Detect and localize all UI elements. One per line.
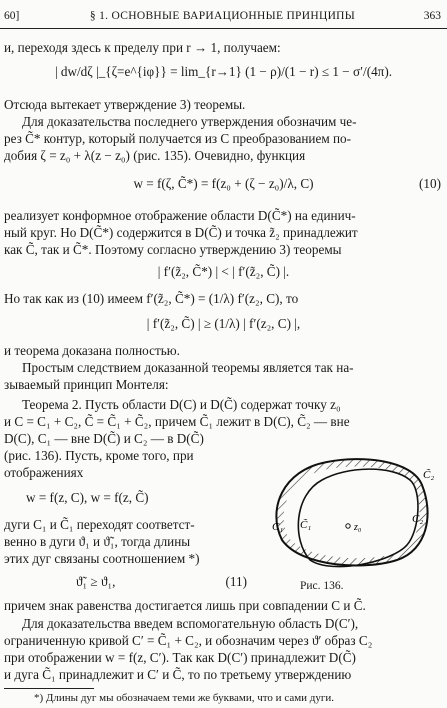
header-left: 60] <box>4 10 20 22</box>
header-rule <box>0 28 447 29</box>
page-number: 363 <box>423 10 441 22</box>
text-line: ный круг. Но D(C̃*) содержится в D(C̃) и точка z̃₂ принадлежит <box>4 225 358 240</box>
equation: | f′(z̃₂, C̃*) | < | f′(z̃₂, C̃) |. <box>157 264 290 279</box>
equation: w = f(ζ, C̃*) = f(z₀ + (ζ − z₀)/λ, C) <box>133 176 314 191</box>
theorem-line: этих дуг связаны соотношением *) <box>4 551 200 566</box>
text-line: рез C̃* контур, который получается из C преобразованием по- <box>4 131 352 146</box>
theorem-line: и C = C₁ + C₂, C̃ = C̃₁ + C̃₂, причем C̃₁ лежит в D(C), C̃₂ — вне <box>4 414 350 429</box>
figure-caption: Рис. 136. <box>300 580 344 592</box>
text-line: Для доказательства последнего утверждения обозначим че- <box>22 114 357 129</box>
theorem-line: Теорема 2. Пусть области D(C) и D(C̃) содержат точку z₀ <box>22 397 341 412</box>
text-line: как C̃, так и C̃*. Поэтому согласно утверждению 3) теоремы <box>4 242 342 257</box>
text-line: при отображении w = f(z, C′). Так как D(C′) принадлежит D(C̃) <box>4 650 356 665</box>
theorem-line: венно в дуги ϑ₁ и ϑ̃₁, тогда длины <box>4 534 191 549</box>
equation: | dw/dζ |_{ζ=e^{iφ}} = lim_{r→1} (1 − ρ)/(1 − r) ≤ 1 − σ′/(4π). <box>54 64 393 79</box>
text-line: и, переходя здесь к пределу при r → 1, получаем: <box>4 40 281 55</box>
equation-number: (11) <box>225 574 247 589</box>
footnote: *) Длины дуг мы обозначаем теми же буквами, что и сами дуги. <box>34 692 335 704</box>
label-c2-tilde: C̃₂ <box>423 469 435 481</box>
equation-number: (10) <box>419 176 441 191</box>
text-line: ограниченную кривой C′ = C̃₁ + C₂, и обозначим через ϑ′ образ C₂ <box>4 633 373 648</box>
equation: ϑ̃₁ ≥ ϑ₁, <box>76 574 116 589</box>
theorem-line: отображениях <box>4 465 84 480</box>
text-line: реализует конформное отображение области D(C̃*) на единич- <box>4 208 356 223</box>
text-line: и теорема доказана полностью. <box>4 343 180 358</box>
curve-c-inner <box>284 466 420 558</box>
figure-136 <box>262 440 440 580</box>
theorem-line: дуги C₁ и C̃₁ переходят соответст- <box>4 517 195 532</box>
label-c2: C₂ <box>412 513 424 525</box>
text-line: добия ζ = z₀ + λ(z − z₀) (рис. 135). Очевидно, функция <box>4 148 306 163</box>
footnote-rule <box>4 688 94 689</box>
text-line: Но так как из (10) имеем f′(z̃₂, C̃*) = (1/λ) f′(z₂, C), то <box>4 291 299 306</box>
theorem-line: (рис. 136). Пусть, кроме того, при <box>4 448 194 463</box>
header-title: § 1. ОСНОВНЫЕ ВАРИАЦИОННЫЕ ПРИНЦИПЫ <box>89 10 356 22</box>
label-c1: C₁ <box>272 521 284 533</box>
theorem-line: D(C), C₁ — вне D(C̃) и C₂ — в D(C̃) <box>4 431 204 446</box>
equation: w = f(z, C), w = f(z, C̃) <box>26 490 149 505</box>
running-header <box>4 10 441 24</box>
label-c1-tilde: C̃₁ <box>300 519 312 531</box>
theorem-line: причем знак равенства достигается лишь при совпадении C и C̃. <box>4 598 366 613</box>
label-z0: z₀ <box>354 522 362 533</box>
equation: | f′(z̃₂, C̃) | ≥ (1/λ) | f′(z₂, C) |, <box>146 316 301 331</box>
text-line: Простым следствием доказанной теоремы является так на- <box>22 360 354 375</box>
text-line: Отсюда вытекает утверждение 3) теоремы. <box>4 97 246 112</box>
text-line: зываемый принцип Монтеля: <box>4 377 169 392</box>
text-line: Для доказательства введем вспомогательную область D(C′), <box>22 616 359 631</box>
text-line: и дуга C̃₁ принадлежит и C′ и C̃, то по третьему утверждению <box>4 667 352 682</box>
